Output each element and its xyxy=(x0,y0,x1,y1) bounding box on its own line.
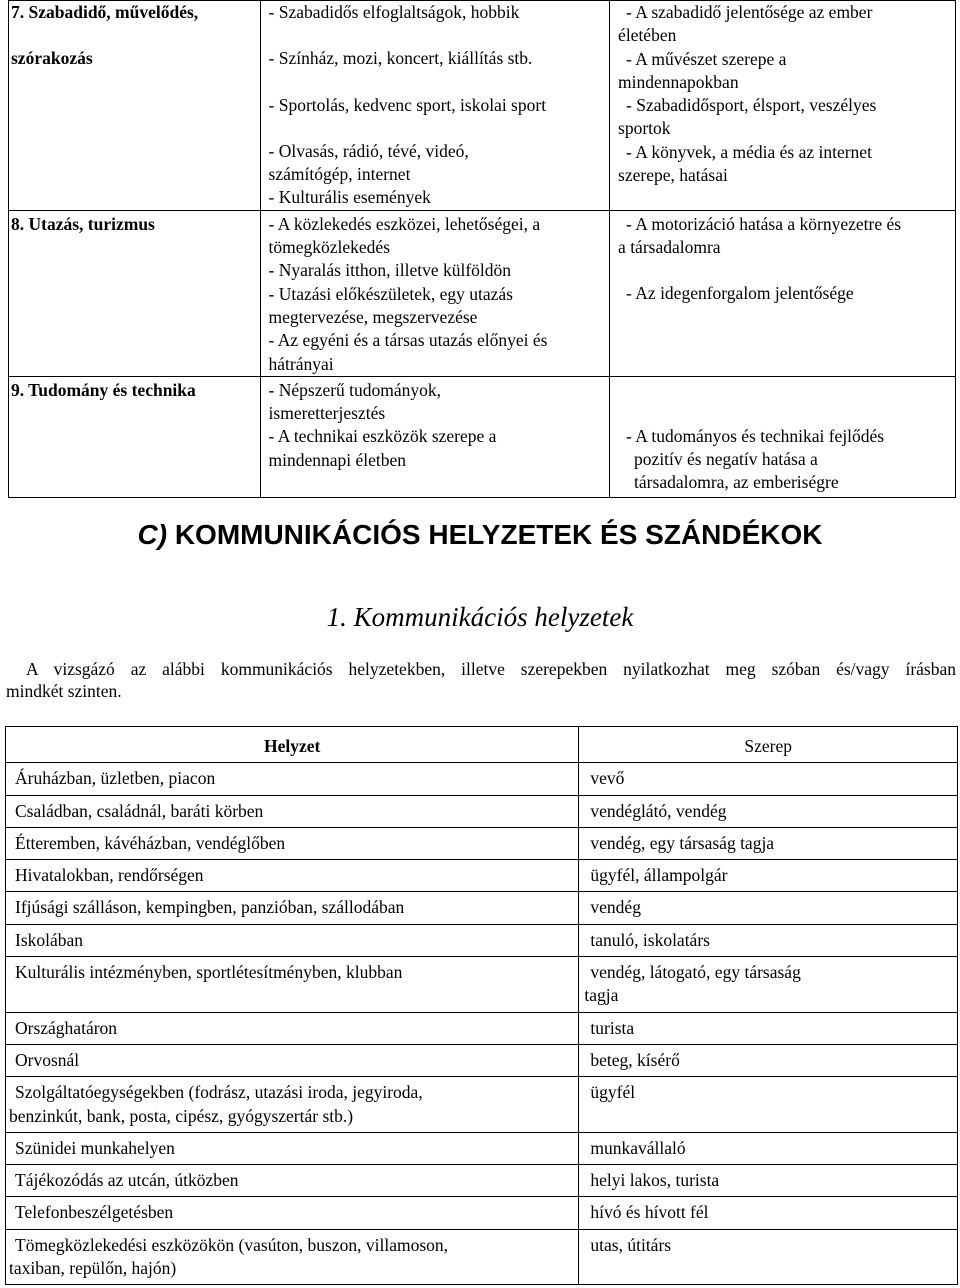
topic-theme: - Szabadidősport, élsport, veszélyes xyxy=(626,95,877,116)
role-text: vevő xyxy=(590,768,625,789)
topic-themes xyxy=(610,376,956,497)
situation-text: Szünidei munkahelyen xyxy=(15,1137,175,1158)
topic-title xyxy=(9,210,261,376)
role-text: munkavállaló xyxy=(590,1137,686,1158)
topic-item: - Nyaralás itthon, illetve külföldön xyxy=(268,260,512,281)
intro-line: A vizsgázó az alábbi kommunikációs helyzetekben, illetve szerepekben nyilatkozhat meg szóban és/vagy írásban xyxy=(26,659,956,679)
role-cell xyxy=(579,1197,958,1229)
table-header-row xyxy=(6,727,958,763)
role-text: beteg, kísérő xyxy=(590,1049,680,1070)
table-row xyxy=(6,1165,958,1197)
situations-table xyxy=(5,726,958,1285)
topics-table xyxy=(8,0,956,498)
section-heading xyxy=(0,518,960,552)
situation-cell xyxy=(6,957,579,1013)
topic-item-cont: számítógép, internet xyxy=(268,164,411,185)
role-text: hívó és hívott fél xyxy=(590,1202,709,1223)
role-cell xyxy=(579,1012,958,1044)
topic-item: - Az egyéni és a társas utazás előnyei és xyxy=(268,330,548,351)
role-text: utas, útitárs xyxy=(590,1234,672,1255)
situation-cell xyxy=(6,1229,579,1285)
topic-row xyxy=(9,210,956,376)
topic-item: - A technikai eszközök szerepe a xyxy=(268,426,497,447)
role-text: vendég xyxy=(590,897,641,918)
topic-title-line: szórakozás xyxy=(11,48,93,69)
role-cell xyxy=(579,1077,958,1133)
situation-text: Étteremben, kávéházban, vendéglőben xyxy=(15,832,286,853)
subsection-heading: 1. Kommunikációs helyzetek xyxy=(326,602,634,632)
topic-item-cont: ismeretterjesztés xyxy=(268,403,386,424)
situation-text: Áruházban, üzletben, piacon xyxy=(15,768,216,789)
role-text: vendéglátó, vendég xyxy=(590,800,727,821)
role-cell xyxy=(579,1229,958,1285)
topic-theme: - A művészet szerepe a xyxy=(626,48,787,69)
role-text: tagja xyxy=(584,985,619,1006)
situation-cell xyxy=(6,763,579,795)
situation-cell xyxy=(6,795,579,827)
topic-theme-cont: életében xyxy=(618,25,677,46)
situation-cell xyxy=(6,1197,579,1229)
situation-cell xyxy=(6,1044,579,1076)
role-text: turista xyxy=(590,1017,635,1038)
topic-theme: - A tudományos és technikai fejlődés xyxy=(626,425,885,446)
role-text: helyi lakos, turista xyxy=(590,1170,720,1191)
role-cell xyxy=(579,1165,958,1197)
table-row xyxy=(6,892,958,924)
topic-item-cont: hátrányai xyxy=(268,353,334,374)
topic-themes xyxy=(610,210,956,376)
topic-theme-cont: mindennapokban xyxy=(618,71,739,92)
role-cell xyxy=(579,1132,958,1164)
role-cell xyxy=(579,892,958,924)
table-row xyxy=(6,1132,958,1164)
role-cell xyxy=(579,1044,958,1076)
table-row xyxy=(6,827,958,859)
situation-cell xyxy=(6,1165,579,1197)
situation-text: Szolgáltatóegységekben (fodrász, utazási iroda, jegyiroda, xyxy=(15,1082,423,1103)
role-text: vendég, látogató, egy társaság xyxy=(590,962,801,983)
topic-item: - A közlekedés eszközei, lehetőségei, a xyxy=(268,213,541,234)
table-row xyxy=(6,1012,958,1044)
table-row xyxy=(6,1229,958,1285)
topic-title-line: 9. Tudomány és technika xyxy=(11,379,196,400)
topic-items xyxy=(260,376,610,497)
topic-title xyxy=(9,376,261,497)
role-cell xyxy=(579,763,958,795)
topic-row xyxy=(9,376,956,497)
topic-item: - Sportolás, kedvenc sport, iskolai sport xyxy=(268,94,547,115)
topic-item: - Színház, mozi, koncert, kiállítás stb. xyxy=(268,48,533,69)
table-row xyxy=(6,763,958,795)
topic-items xyxy=(260,210,610,376)
topic-item: - Szabadidős elfoglaltságok, hobbik xyxy=(268,2,520,22)
topic-theme: - A motorizáció hatása a környezetre és xyxy=(626,213,902,234)
topic-title-line: 7. Szabadidő, művelődés, xyxy=(11,2,199,22)
situation-text: Telefonbeszélgetésben xyxy=(15,1202,174,1223)
topic-theme-cont: szerepe, hatásai xyxy=(618,165,728,186)
situation-text: Iskolában xyxy=(15,929,84,950)
role-text: vendég, egy társaság tagja xyxy=(590,832,775,853)
topic-row xyxy=(9,1,956,211)
topic-items xyxy=(260,1,610,211)
role-cell xyxy=(579,827,958,859)
role-text: ügyfél, állampolgár xyxy=(590,865,728,886)
role-text: ügyfél xyxy=(590,1082,636,1103)
topic-item-cont: mindennapi életben xyxy=(268,449,407,470)
topic-item: - Olvasás, rádió, tévé, videó, xyxy=(268,140,469,161)
topic-title-line: 8. Utazás, turizmus xyxy=(11,213,155,234)
situation-cell xyxy=(6,924,579,956)
situation-cell xyxy=(6,892,579,924)
header-situation: Helyzet xyxy=(6,727,579,763)
topic-item-cont: megtervezése, megszervezése xyxy=(268,306,478,327)
topic-theme-cont: pozitív és negatív hatása a xyxy=(634,449,818,470)
topic-theme: - A könyvek, a média és az internet xyxy=(626,141,872,162)
role-cell xyxy=(579,860,958,892)
situation-text: Ifjúsági szálláson, kempingben, panzióban, szállodában xyxy=(15,897,405,918)
role-cell xyxy=(579,957,958,1013)
topic-title xyxy=(9,1,261,211)
situation-text: Családban, családnál, baráti körben xyxy=(15,800,264,821)
situation-text: taxiban, repülőn, hajón) xyxy=(9,1258,177,1279)
topic-theme-cont: társadalomra, az emberiségre xyxy=(634,472,839,493)
topic-theme: - A szabadidő jelentősége az ember xyxy=(626,2,873,22)
table-row xyxy=(6,1044,958,1076)
table-row xyxy=(6,957,958,1013)
table-row xyxy=(6,860,958,892)
role-cell xyxy=(579,924,958,956)
situation-cell xyxy=(6,860,579,892)
section-letter: C) xyxy=(137,519,168,550)
topic-item: - Népszerű tudományok, xyxy=(268,379,442,400)
situation-text: benzinkút, bank, posta, cipész, gyógyszertár stb.) xyxy=(9,1105,354,1126)
intro-line: mindkét szinten. xyxy=(6,681,122,701)
situation-text: Tájékozódás az utcán, útközben xyxy=(15,1170,239,1191)
header-role: Szerep xyxy=(579,727,958,763)
topic-theme-cont: a társadalomra xyxy=(618,237,721,258)
situation-text: Hivatalokban, rendőrségen xyxy=(15,865,204,886)
role-cell xyxy=(579,795,958,827)
table-row xyxy=(6,1197,958,1229)
situation-cell xyxy=(6,1012,579,1044)
topic-item: - Kulturális események xyxy=(268,187,431,208)
situation-cell xyxy=(6,1077,579,1133)
topic-themes xyxy=(610,1,956,211)
situation-rows xyxy=(6,763,958,1285)
topic-theme: - Az idegenforgalom jelentősége xyxy=(626,283,854,304)
role-text: tanuló, iskolatárs xyxy=(590,929,710,950)
situation-text: Országhatáron xyxy=(15,1017,118,1038)
section-title: KOMMUNIKÁCIÓS HELYZETEK ÉS SZÁNDÉKOK xyxy=(174,519,823,550)
situation-text: Kulturális intézményben, sportlétesítményben, klubban xyxy=(15,962,403,983)
situation-cell xyxy=(6,827,579,859)
topic-item-cont: tömegközlekedés xyxy=(268,237,391,258)
situation-cell xyxy=(6,1132,579,1164)
table-row xyxy=(6,795,958,827)
situation-text: Tömegközlekedési eszközökön (vasúton, buszon, villamoson, xyxy=(15,1234,449,1255)
situation-text: Orvosnál xyxy=(15,1049,80,1070)
table-row xyxy=(6,924,958,956)
intro-paragraph xyxy=(6,658,956,702)
table-row xyxy=(6,1077,958,1133)
topic-item: - Utazási előkészületek, egy utazás xyxy=(268,283,513,304)
topic-theme-cont: sportok xyxy=(618,118,671,139)
